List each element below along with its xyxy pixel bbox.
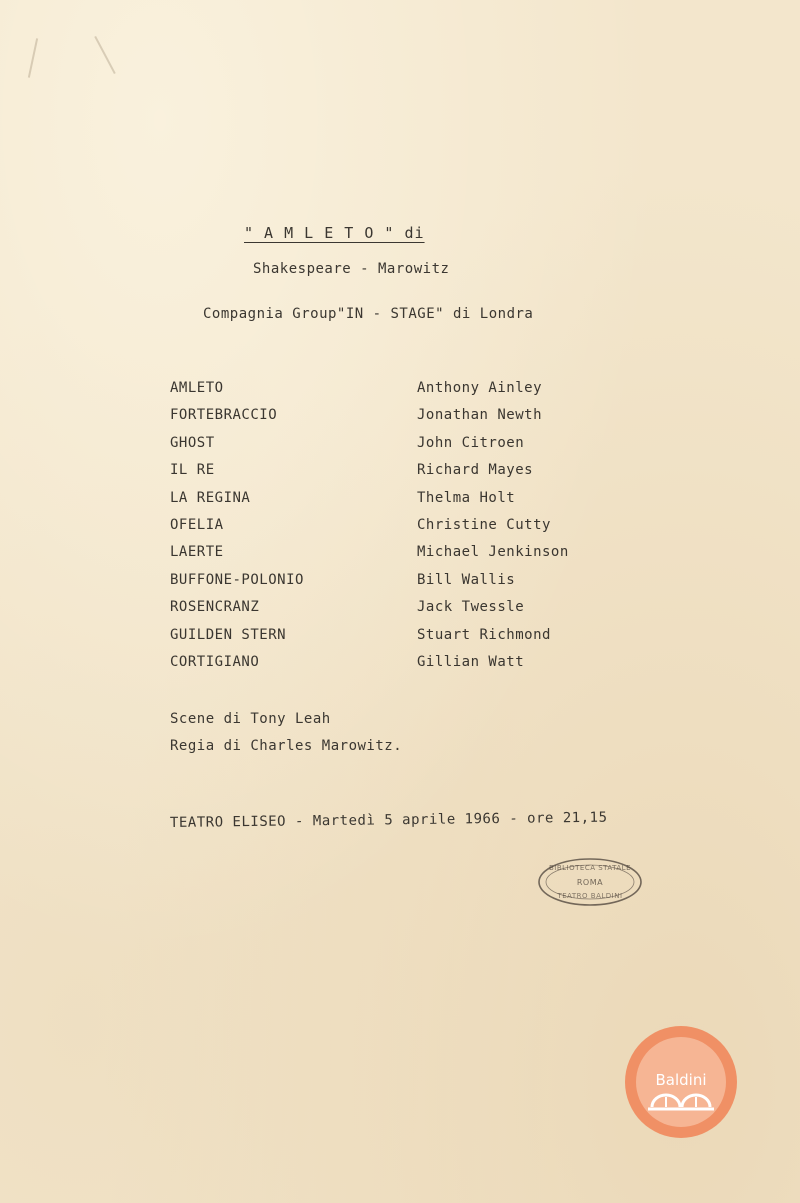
scenes-credit: Scene di Tony Leah: [170, 711, 331, 727]
cast-actor: Bill Wallis: [417, 571, 516, 588]
cast-actor: Michael Jenkinson: [417, 544, 569, 561]
cast-actor: Thelma Holt: [417, 489, 516, 506]
cast-role: CORTIGIANO: [170, 653, 260, 670]
cast-role: IL RE: [170, 462, 215, 479]
company-line: Compagnia Group"IN - STAGE" di Londra: [203, 306, 534, 322]
direction-credit: Regia di Charles Marowitz.: [170, 738, 403, 754]
logo-text: Baldini: [655, 1071, 707, 1089]
stamp-top-text: BIBLIOTECA STATALE: [548, 864, 632, 872]
cast-actor: Stuart Richmond: [417, 626, 551, 643]
cast-role: OFELIA: [170, 516, 224, 533]
cast-role: ROSENCRANZ: [170, 599, 260, 616]
baldini-logo: [622, 1023, 740, 1141]
venue-line: TEATRO ELISEO - Martedì 5 aprile 1966 - ore 21,15: [169, 809, 608, 831]
cast-role: GUILDEN STERN: [170, 626, 287, 643]
stamp-bottom-text: TEATRO BALDINI: [557, 892, 623, 900]
cast-role: BUFFONE-POLONIO: [170, 571, 304, 588]
cast-actor: Anthony Ainley: [417, 380, 543, 396]
cast-role: AMLETO: [170, 380, 224, 396]
cast-actor: Richard Mayes: [417, 462, 534, 479]
cast-actor: Christine Cutty: [417, 516, 551, 533]
cast-actor: Jonathan Newth: [417, 407, 543, 424]
cast-actor: John Citroen: [417, 434, 525, 451]
library-stamp: [536, 856, 644, 908]
cast-actor: Gillian Watt: [417, 653, 525, 670]
cast-role: FORTEBRACCIO: [170, 407, 278, 424]
cast-actor: Jack Twessle: [417, 599, 525, 616]
cast-role: LAERTE: [170, 544, 224, 561]
cast-role: LA REGINA: [170, 489, 251, 506]
paper-crease: [28, 38, 38, 78]
document-subtitle: Shakespeare - Marowitz: [253, 261, 450, 277]
cast-role: GHOST: [170, 434, 215, 451]
document-title: " A M L E T O " di: [244, 224, 425, 242]
paper-crease: [94, 36, 115, 74]
stamp-center-text: ROMA: [576, 878, 604, 887]
